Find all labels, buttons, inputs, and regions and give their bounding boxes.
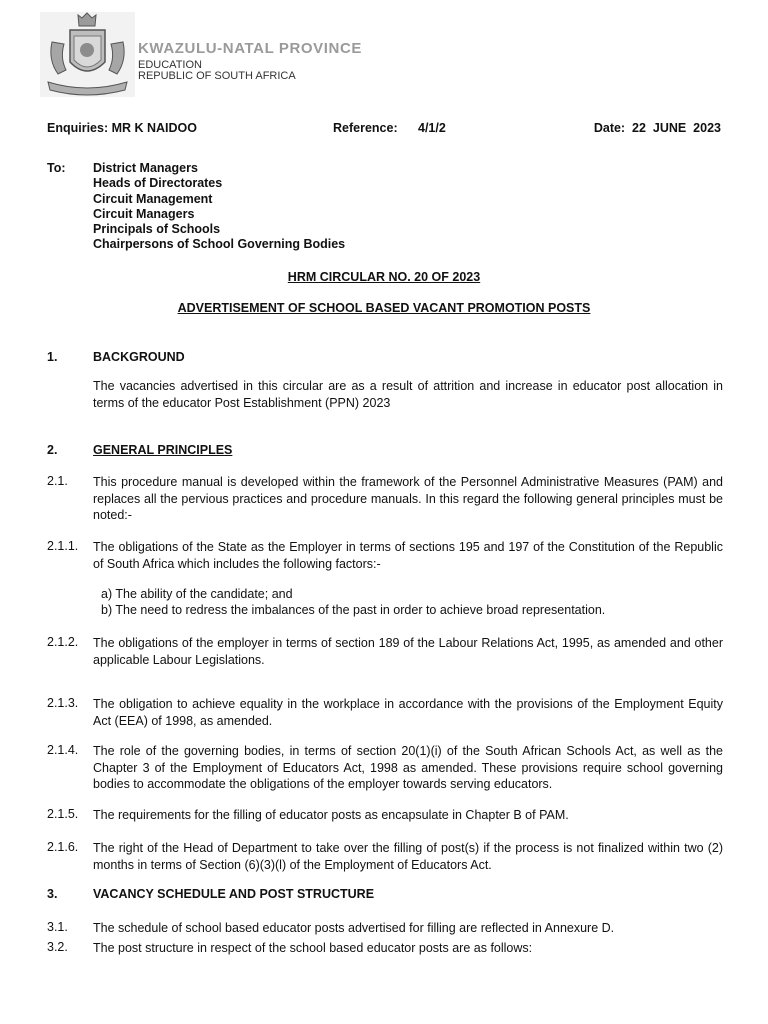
recipient-item: Heads of Directorates [93, 176, 223, 191]
recipient-item: District Managers [93, 161, 198, 175]
clause-2-1-4-text: The role of the governing bodies, in terms of section 20(1)(i) of the South African Schools Act, as well as the Chapter 3 of the Employment of Educators Act, 1998 as amended. These provisions require school governing bodies to accommodate the obligations of the employer towards serving educators. [93, 744, 723, 791]
to-label: To: [47, 161, 66, 175]
clause-2-1-6-text: The right of the Head of Department to take over the filling of post(s) if the process is not finalized within two (2) months in terms of Section (6)(3)(l) of the Employment of Educators Act. [93, 841, 723, 872]
reference-label: Reference: [333, 121, 398, 135]
reference-value: 4/1/2 [418, 121, 446, 135]
recipient-item: Circuit Management [93, 191, 213, 206]
department-name: EDUCATION [138, 59, 202, 71]
section-number: 2. [47, 443, 58, 457]
recipient-item: Principals of Schools [93, 222, 221, 237]
recipient-item: Circuit Managers [93, 206, 195, 221]
clause-number: 2.1.1. [47, 539, 79, 553]
clause-number: 3.2. [47, 940, 68, 954]
section-heading-background: BACKGROUND [93, 350, 185, 364]
clause-2-1-5-text: The requirements for the filling of educator posts as encapsulate in Chapter B of PAM. [93, 808, 569, 822]
circular-title: ADVERTISEMENT OF SCHOOL BASED VACANT PROMOTION POSTS [177, 301, 591, 315]
province-name: KWAZULU-NATAL PROVINCE [138, 40, 363, 57]
enquiries: Enquiries: MR K NAIDOO [47, 121, 198, 135]
section-heading-general-principles: GENERAL PRINCIPLES [93, 443, 233, 457]
clause-2-1-3-text: The obligation to achieve equality in the workplace in accordance with the provisions of the Employment Equity Act (EEA) of 1998, as amended. [93, 697, 723, 728]
clause-number: 3.1. [47, 920, 68, 934]
clause-3-1-text: The schedule of school based educator posts advertised for filling are reflected in Annexure D. [93, 921, 615, 935]
clause-number: 2.1. [47, 474, 68, 488]
letterhead [138, 40, 362, 82]
section-number: 3. [47, 887, 58, 901]
coat-of-arms-logo [40, 12, 135, 97]
clause-number: 2.1.3. [47, 696, 79, 710]
clause-2-1-2-text: The obligations of the employer in terms of section 189 of the Labour Relations Act, 1995, as amended and other applicable Labour Legislations. [93, 636, 723, 667]
recipient-list [93, 161, 345, 253]
list-item: b) The need to redress the imbalances of the past in order to achieve broad representation. [101, 603, 606, 617]
date: Date: 22 JUNE 2023 [593, 121, 721, 135]
recipient-item: Chairpersons of School Governing Bodies [93, 237, 346, 252]
clause-number: 2.1.2. [47, 635, 79, 649]
section-heading-vacancy-schedule: VACANCY SCHEDULE AND POST STRUCTURE [93, 887, 375, 901]
clause-3-2-text: The post structure in respect of the school based educator posts are as follows: [93, 941, 533, 955]
country-name: REPUBLIC OF SOUTH AFRICA [138, 70, 296, 82]
section-number: 1. [47, 350, 58, 364]
clause-number: 2.1.5. [47, 807, 79, 821]
circular-number: HRM CIRCULAR NO. 20 OF 2023 [287, 270, 481, 284]
clause-2-1-text: This procedure manual is developed within the framework of the Personnel Administrative Measures (PAM) and replaces all the pervious practices and procedure manuals. In this regard the following general principles must be noted:- [93, 475, 723, 522]
clause-number: 2.1.4. [47, 743, 79, 757]
clause-2-1-1-text: The obligations of the State as the Employer in terms of sections 195 and 197 of the Constitution of the Republic of South Africa which includes the following factors:- [93, 540, 723, 571]
clause-number: 2.1.6. [47, 840, 79, 854]
background-paragraph: The vacancies advertised in this circular are as a result of attrition and increase in educator post allocation in terms of the educator Post Establishment (PPN) 2023 [93, 379, 723, 410]
list-item: a) The ability of the candidate; and [101, 587, 293, 601]
